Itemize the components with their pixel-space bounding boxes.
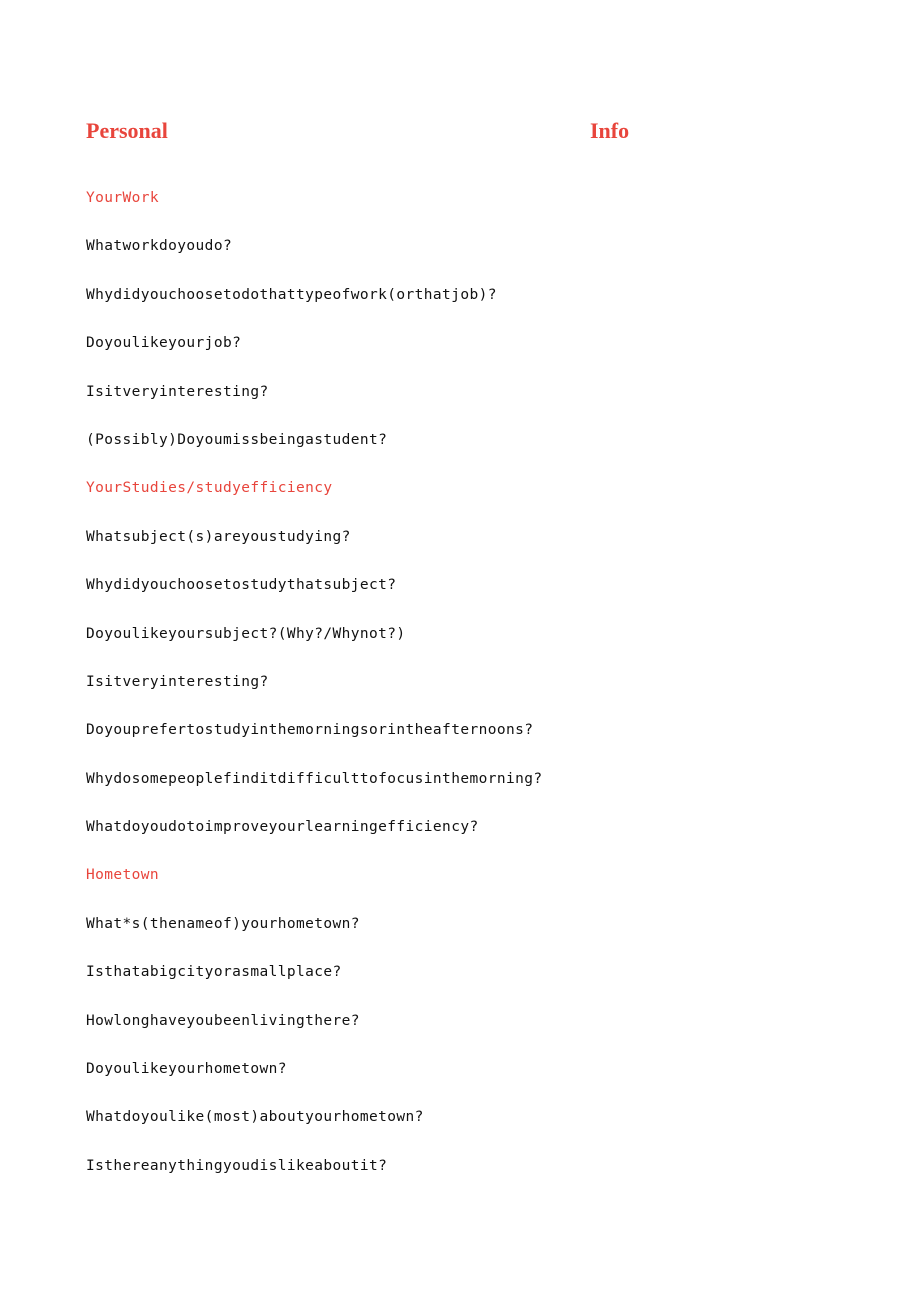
question-item: Whydidyouchoosetostudythatsubject?	[86, 577, 397, 594]
question-item: Whydidyouchoosetodothattypeofwork(orthatjob)?	[86, 286, 497, 303]
question-item: Whatdoyoudotoimproveyourlearningefficiency?	[86, 819, 479, 836]
question-item: What*s(thenameof)yourhometown?	[86, 915, 360, 932]
question-item: Whatsubject(s)areyoustudying?	[86, 528, 351, 545]
section-heading-studies: YourStudies/studyefficiency	[86, 480, 333, 497]
question-list	[86, 186, 846, 1202]
question-item: Doyoulikeyourjob?	[86, 335, 242, 352]
question-item: Doyoulikeyoursubject?(Why?/Whynot?)	[86, 625, 406, 642]
question-item: Isitveryinteresting?	[86, 673, 269, 690]
section-heading-hometown: Hometown	[86, 867, 160, 884]
question-item: Whydosomepeoplefinditdifficulttofocusinthemorning?	[86, 770, 543, 787]
question-item: Doyouprefertostudyinthemorningsorintheafternoons?	[86, 722, 534, 739]
question-item: Whatdoyoulike(most)aboutyourhometown?	[86, 1109, 424, 1126]
question-item: Isthereanythingyoudislikeaboutit?	[86, 1157, 388, 1174]
page-title-left: Personal	[86, 118, 168, 143]
question-item: Isitveryinteresting?	[86, 383, 269, 400]
question-item: Isthatabigcityorasmallplace?	[86, 964, 342, 981]
question-item: Whatworkdoyoudo?	[86, 238, 233, 255]
page-title-right: Info	[590, 118, 630, 143]
section-heading-work: YourWork	[86, 190, 160, 206]
question-item: (Possibly)Doyoumissbeingastudent?	[86, 431, 388, 448]
question-item: Howlonghaveyoubeenlivingthere?	[86, 1012, 360, 1029]
question-item: Doyoulikeyourhometown?	[86, 1061, 287, 1078]
